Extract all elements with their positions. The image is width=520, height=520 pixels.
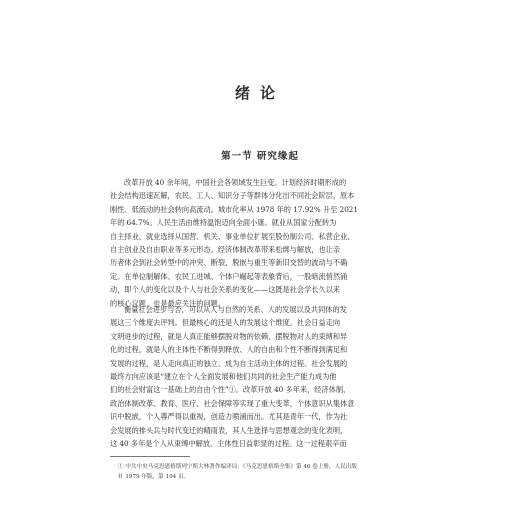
paragraph-origin <box>110 176 412 310</box>
text-line: 定。在单位制解体、农民工进城、个体户崛起等表象背后，一股暗流悄然涌 <box>110 271 348 281</box>
text-line: 发展的过程，是人走向真正的独立、成为自主活动主体的过程。社会发展的 <box>110 358 348 368</box>
text-line: 刚性、低流动的社会转向高流动。城市化率从 1978 年的 17.92% 升至 2021 <box>110 204 358 214</box>
text-line: 展这三个维度去评判。但最核心的还是人的发展这个维度。社会日益走向 <box>110 318 341 328</box>
paragraph-development <box>110 303 412 450</box>
chapter-title: 绪论 <box>234 84 285 102</box>
text-line: 这 40 多年是个人从束缚中解放、主体性日益彰显的过程。这一过程艰辛而 <box>110 439 347 449</box>
text-line: 动，即个人的变化以及个人与社会关系的变化——这既是社会学长久以来 <box>110 285 341 295</box>
text-line: 改革开放 40 余年间，中国社会各领域发生巨变。计划经济时期形成的 <box>124 178 347 187</box>
text-line: 自主择业，就业选择从国营、机关、事业单位扩展至股份制公司、私营企业、 <box>110 231 355 241</box>
footnote-divider <box>110 456 190 457</box>
footnote-line: ① 中共中央马克思恩格斯列宁斯大林著作编译局：《马克思恩格斯全集》第 46 卷上册，人民出版 <box>118 464 357 470</box>
text-line: 衡量社会进步与否，可以从人与自然的关系、人的发展以及共同体的发 <box>124 305 347 314</box>
text-line: 们的社会财富这一基础上的自由个性”①。改革开放 40 多年来，经济体制、 <box>110 385 351 395</box>
text-line: 最终方向应该是“建立在个人全面发展和他们共同的社会生产能力成为他 <box>110 372 337 382</box>
text-line: 文明进步的过程，就是人真正能够摆脱对物的依赖、摆脱物对人的束缚和异 <box>110 331 348 341</box>
footnote <box>118 462 408 482</box>
section-title: 第一节 研究缘起 <box>221 151 299 162</box>
text-line: 政治体制改革、教育、医疗、社会保障等实现了重大变革，个体意识从集体意 <box>110 398 355 408</box>
text-line: 年的 64.7%。人民生活由维持温饱迈向全面小康。就业从国家分配转为 <box>110 218 337 228</box>
text-line: 化的过程，就是人的主体性不断得到释放、人的自由和个性不断得到满足和 <box>110 345 348 355</box>
text-line: 的核心议题，也是最应关注的问题。 <box>110 298 226 308</box>
text-line: 历者体会到社会转型中的冲突、断裂、脱嵌与重生等新旧交替的波动与不确 <box>110 258 348 268</box>
text-line: 自主创业及自由职业等多元形态。经济体制改革带来松绑与解放，也让亲 <box>110 245 341 255</box>
text-line: 社会结构迅速瓦解，农民、工人、知识分子等群体分化出不同社会阶层，原本 <box>110 191 355 201</box>
text-line: 会发展的排头兵与时代变迁的晴雨表，其人生选择与思想观念的变化表明， <box>110 425 348 435</box>
footnote-line: 社 1979 年版，第 104 页。 <box>118 474 190 480</box>
text-line: 识中脱嵌，个人尊严得以重视，创造力喷涌而出。尤其是青年一代，作为社 <box>110 412 348 422</box>
